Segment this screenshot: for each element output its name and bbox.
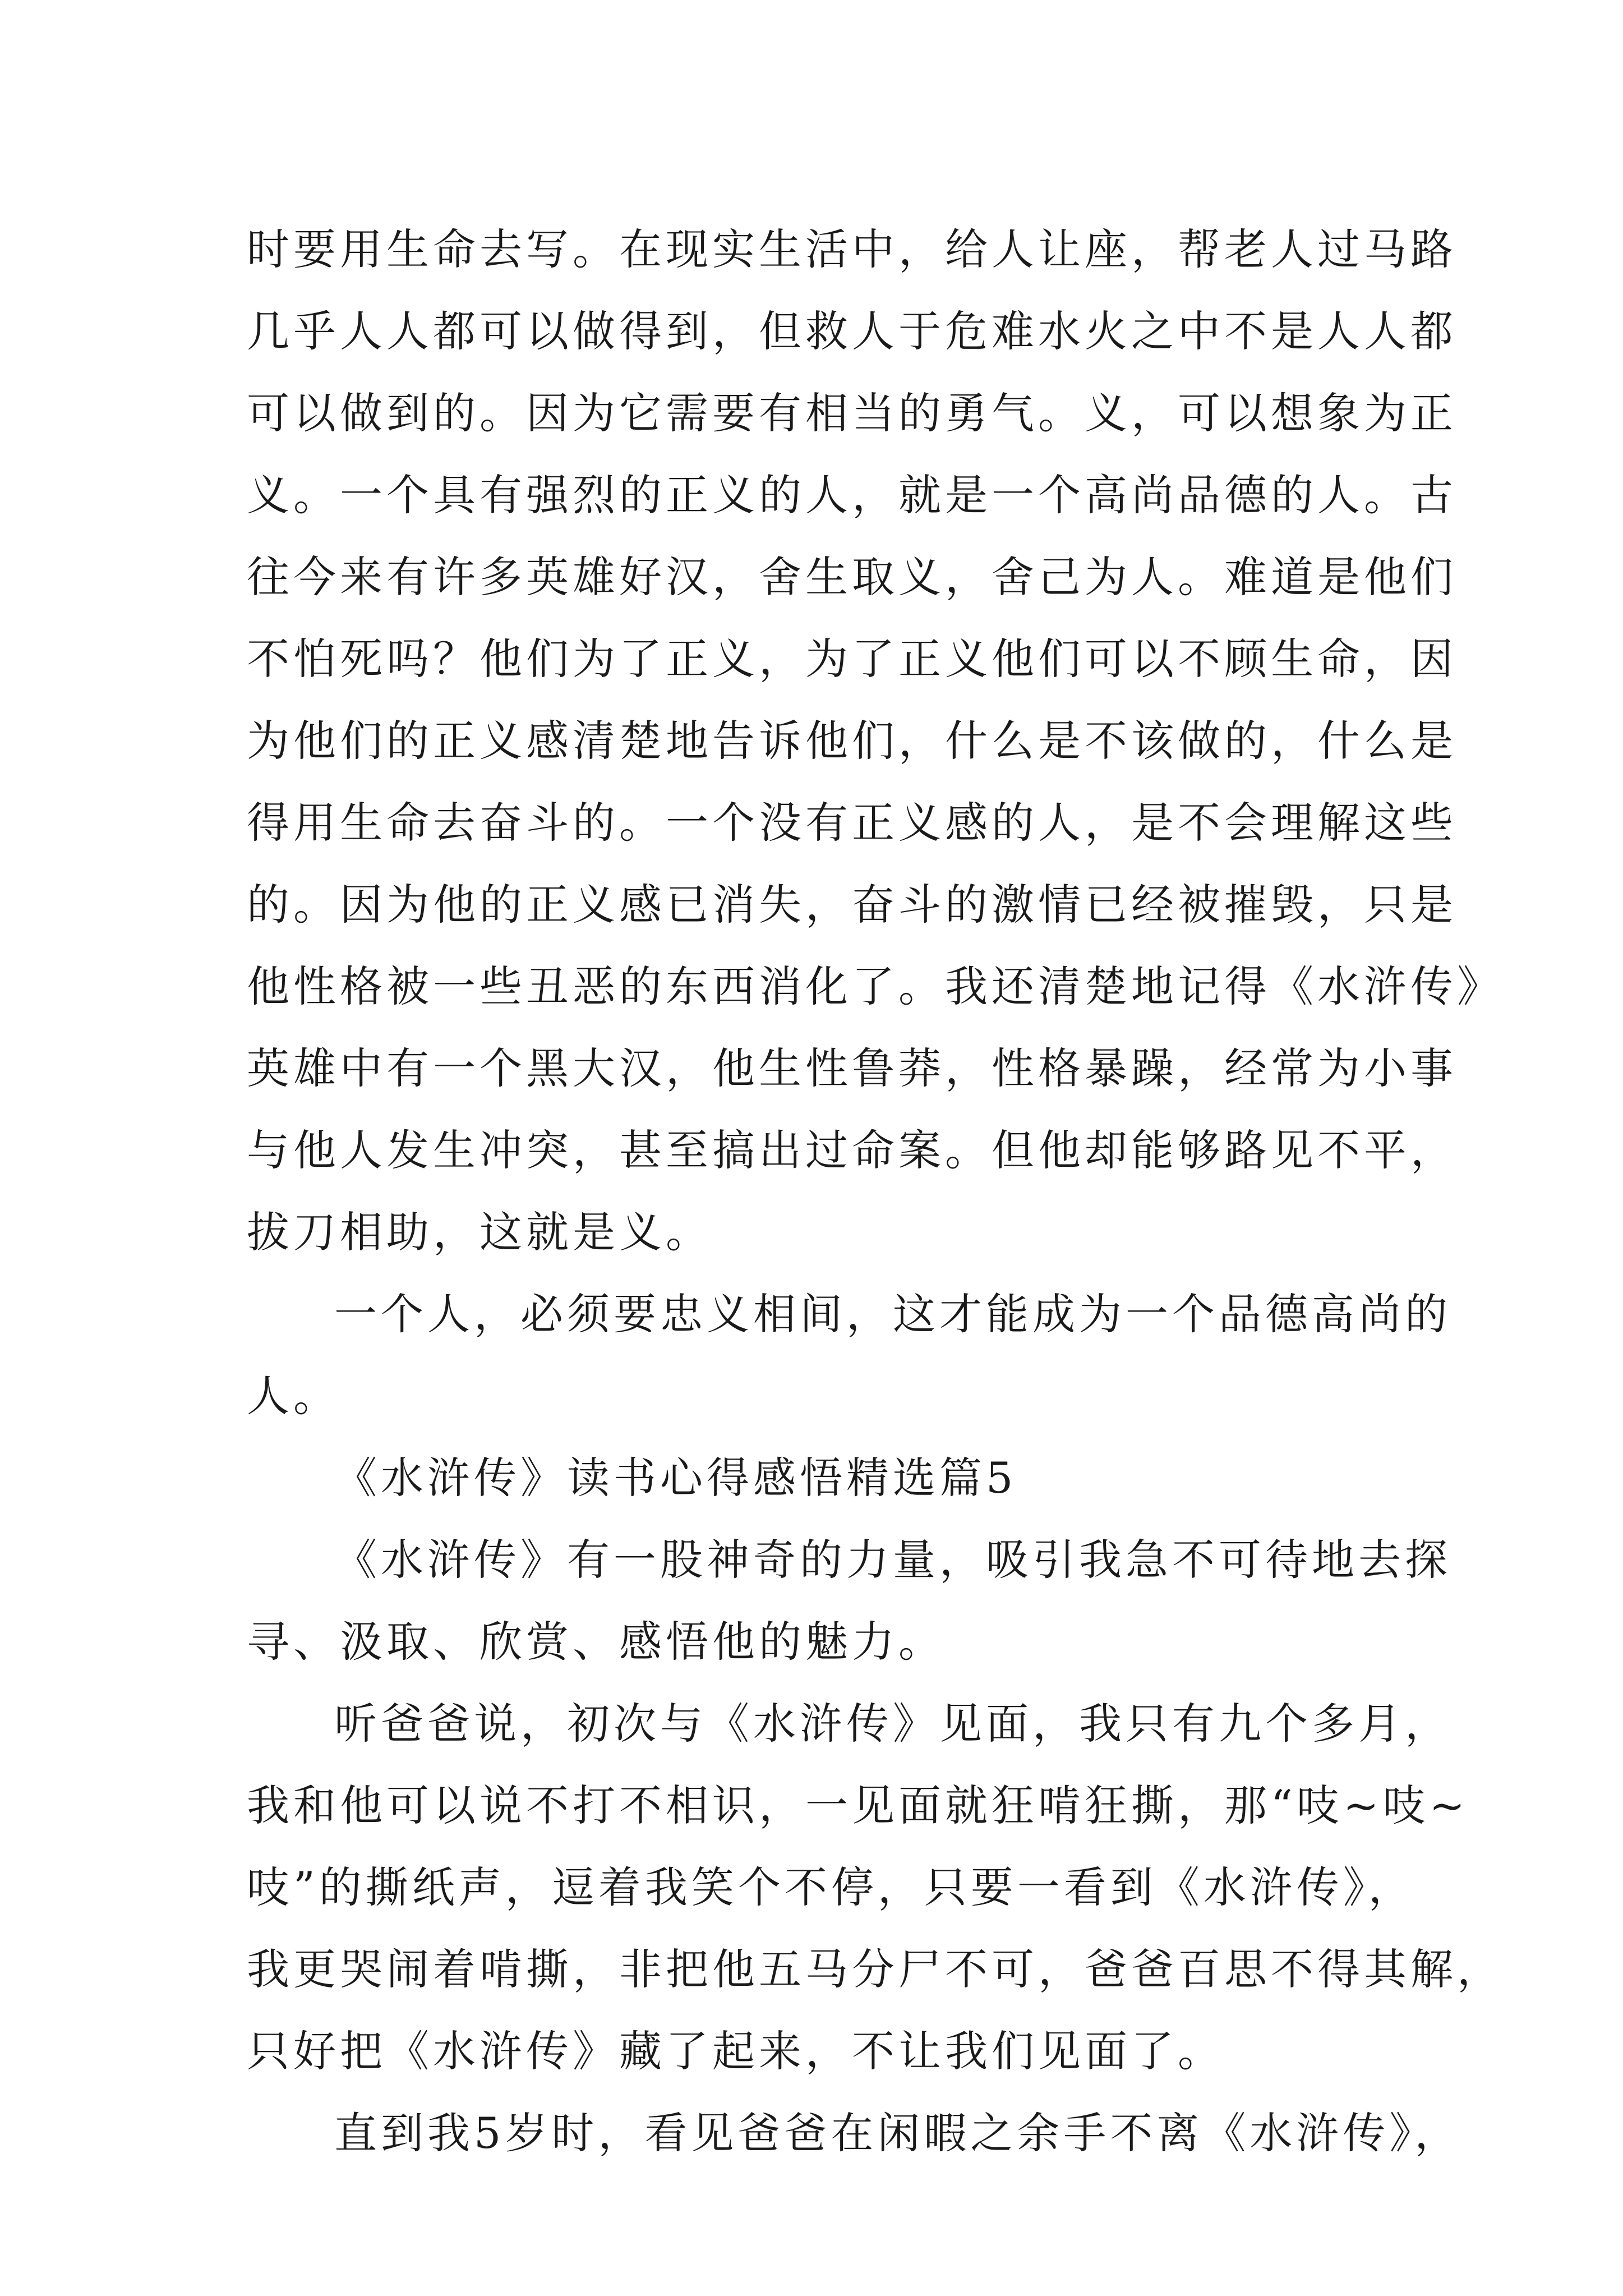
text-line: 我和他可以说不打不相识，一见面就狂啃狂撕，那“吱~吱~ (247, 1780, 1469, 1830)
text-line: 人。 (247, 1371, 340, 1421)
text-line: 可以做到的。因为它需要有相当的勇气。义，可以想象为正 (247, 388, 1457, 438)
text-line: 听爸爸说，初次与《水浒传》见面，我只有九个多月， (334, 1699, 1451, 1749)
text-line: 得用生命去奋斗的。一个没有正义感的人，是不会理解这些 (247, 798, 1457, 848)
text-line: 我更哭闹着啃撕，非把他五马分尸不可，爸爸百思不得其解， (247, 1944, 1504, 1994)
text-line: 寻、汲取、欣赏、感悟他的魅力。 (247, 1617, 945, 1667)
text-line: 与他人发生冲突，甚至搞出过命案。但他却能够路见不平， (247, 1125, 1457, 1175)
text-line: 吱”的撕纸声，逗着我笑个不停，只要一看到《水浒传》， (247, 1862, 1415, 1912)
text-line: 的。因为他的正义感已消失，奋斗的激情已经被摧毁，只是 (247, 880, 1457, 930)
text-line: 时要用生命去写。在现实生活中，给人让座，帮老人过马路 (247, 224, 1457, 274)
section-heading: 《水浒传》读书心得感悟精选篇5 (334, 1453, 1017, 1503)
text-line: 只好把《水浒传》藏了起来，不让我们见面了。 (247, 2026, 1224, 2076)
text-line: 《水浒传》有一股神奇的力量，吸引我急不可待地去探 (334, 1535, 1451, 1585)
text-line: 他性格被一些丑恶的东西消化了。我还清楚地记得《水浒传》 (247, 961, 1504, 1011)
text-line: 不怕死吗？他们为了正义，为了正义他们可以不顾生命，因 (247, 634, 1457, 684)
text-line: 义。一个具有强烈的正义的人，就是一个高尚品德的人。古 (247, 470, 1457, 520)
text-line: 直到我5岁时，看见爸爸在闲暇之余手不离《水浒传》， (334, 2108, 1461, 2158)
text-line: 英雄中有一个黑大汉，他生性鲁莽，性格暴躁，经常为小事 (247, 1043, 1457, 1093)
text-line: 一个人，必须要忠义相间，这才能成为一个品德高尚的 (334, 1289, 1451, 1339)
text-line: 为他们的正义感清楚地告诉他们，什么是不该做的，什么是 (247, 716, 1457, 766)
text-line: 拔刀相助，这就是义。 (247, 1207, 712, 1257)
text-line: 几乎人人都可以做得到，但救人于危难水火之中不是人人都 (247, 306, 1457, 356)
body-text (247, 209, 1504, 2174)
text-line: 往今来有许多英雄好汉，舍生取义，舍己为人。难道是他们 (247, 552, 1457, 602)
